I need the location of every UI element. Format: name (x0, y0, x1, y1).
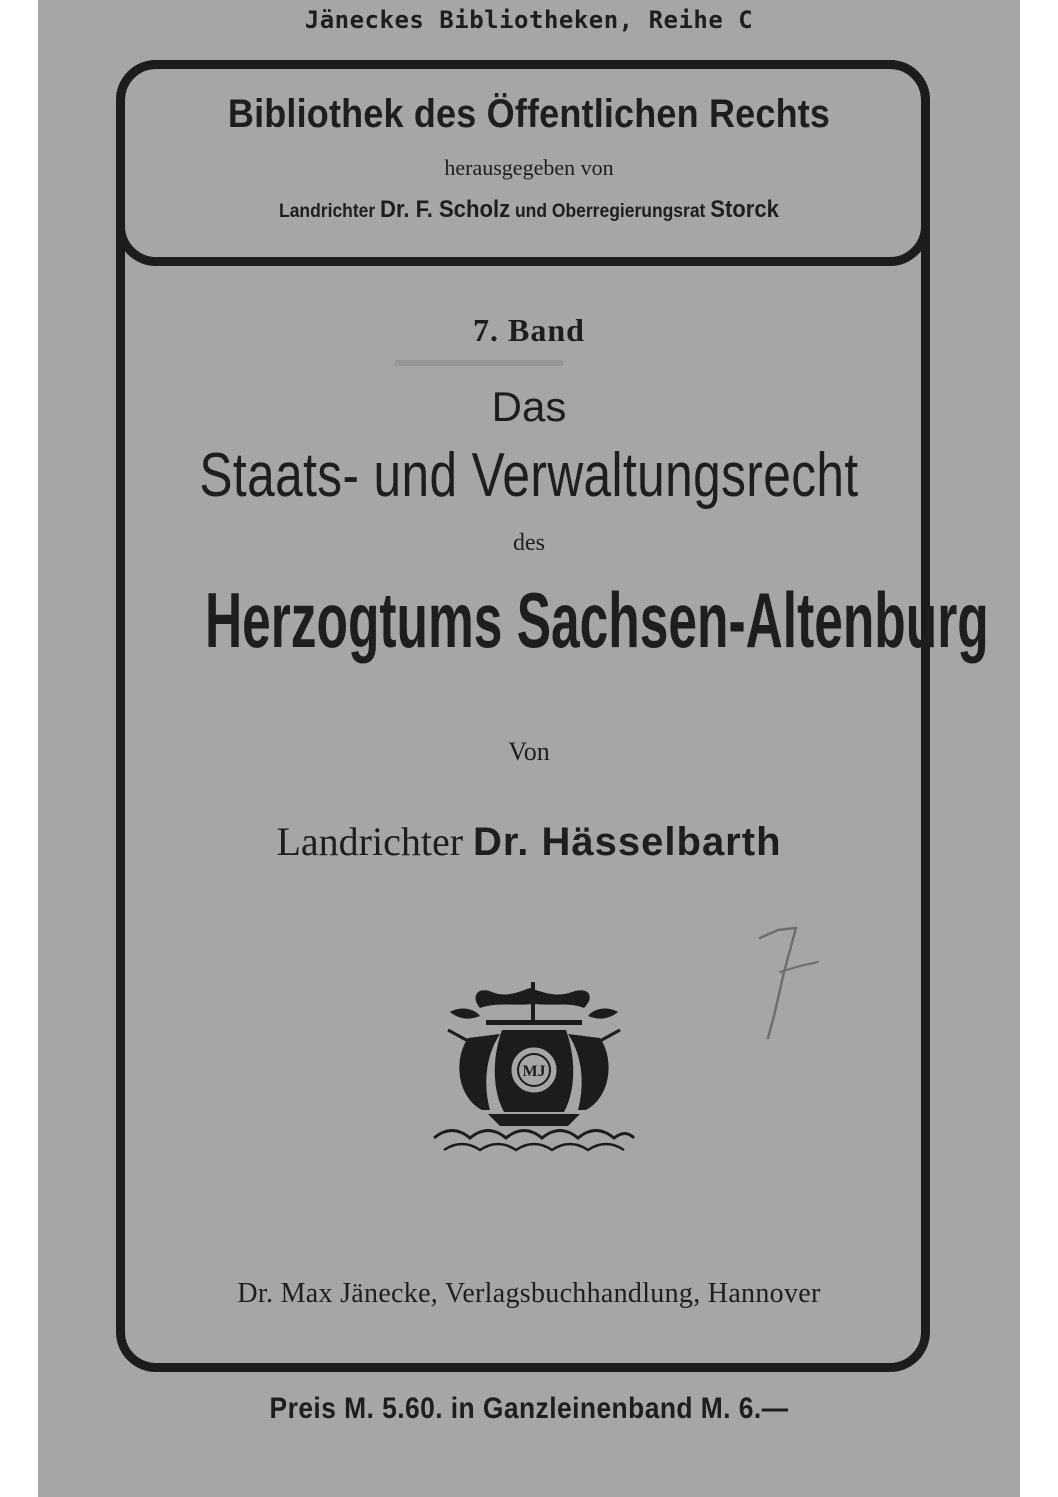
author-line (38, 818, 1020, 865)
editor2-name: Storck (710, 196, 779, 223)
author-by-label: Von (508, 737, 550, 766)
volume-number: 7. Band (473, 312, 585, 348)
title-article: Das (491, 383, 567, 430)
book-cover-page (38, 0, 1020, 1497)
edited-by-label: herausgegeben von (444, 155, 614, 180)
title-main: Staats- und Verwaltungsrecht (199, 441, 859, 510)
editors-conjunction: und (514, 201, 548, 222)
publisher-imprint: Dr. Max Jänecke, Verlagsbuchhandlung, Hannover (237, 1278, 821, 1309)
price-line: Preis M. 5.60. in Ganzleinenband M. 6.— (269, 1392, 789, 1425)
editors-line (77, 196, 980, 224)
editor1-rank: Landrichter (279, 201, 376, 222)
ink-smudge (394, 360, 564, 366)
handwritten-pencil-mark (738, 920, 828, 1050)
title-connector: des (513, 530, 545, 556)
publisher-ship-logo (430, 978, 638, 1156)
editor1-name: Dr. F. Scholz (380, 196, 511, 223)
author-name: Dr. Hässelbarth (473, 820, 782, 864)
library-title: Bibliothek des Öffentlichen Rechts (227, 92, 831, 136)
author-rank: Landrichter (276, 819, 464, 864)
logo-monogram: MJ (522, 1063, 546, 1080)
series-title: Jäneckes Bibliotheken, Reihe C (304, 6, 754, 34)
title-subject: Herzogtums Sachsen-Altenburg (204, 576, 989, 664)
editor2-rank: Oberregierungsrat (551, 201, 706, 222)
